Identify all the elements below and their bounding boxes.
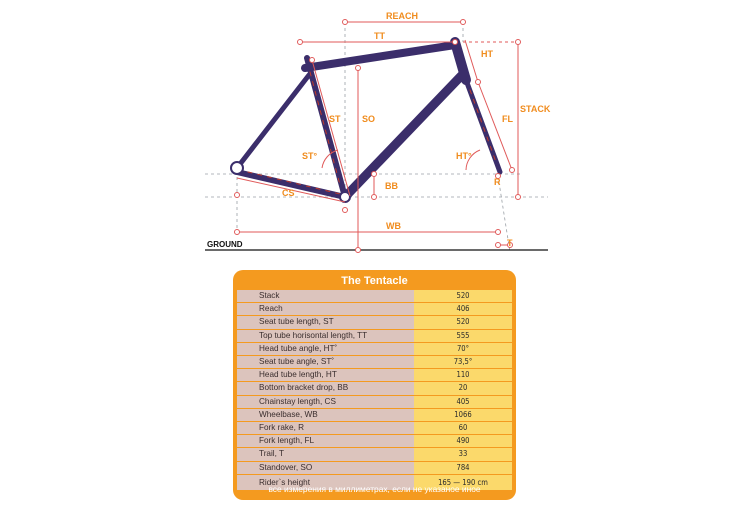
row-value: 555	[414, 329, 512, 342]
row-value: 520	[414, 290, 512, 303]
row-label: Trail, T	[237, 448, 414, 461]
table-row	[237, 356, 512, 369]
table-row	[237, 448, 512, 461]
label-st-angle: ST°	[302, 151, 318, 161]
row-label: Seat tube angle, ST˚	[237, 356, 414, 369]
label-tt: TT	[374, 31, 385, 41]
label-so: SO	[362, 114, 376, 124]
ground-label: GROUND	[207, 240, 243, 249]
row-label: Head tube angle, HT˚	[237, 342, 414, 355]
table-row	[237, 395, 512, 408]
row-label: Fork length, FL	[237, 435, 414, 448]
row-value: 73,5°	[414, 356, 512, 369]
label-t: T	[507, 238, 513, 248]
geometry-table	[237, 290, 512, 491]
table-row	[237, 329, 512, 342]
row-label: Standover, SO	[237, 461, 414, 474]
row-label: Head tube length, HT	[237, 369, 414, 382]
row-value: 405	[414, 395, 512, 408]
row-value: 33	[414, 448, 512, 461]
label-ht: HT	[481, 49, 493, 59]
label-bb: BB	[385, 181, 398, 191]
dimension-labels	[282, 11, 551, 248]
label-wb: WB	[386, 221, 401, 231]
table-row	[237, 435, 512, 448]
row-label: Bottom bracket drop, BB	[237, 382, 414, 395]
row-value: 490	[414, 435, 512, 448]
table-row	[237, 408, 512, 421]
table-row	[237, 422, 512, 435]
table-row	[237, 382, 512, 395]
table-row	[237, 461, 512, 474]
row-value: 60	[414, 422, 512, 435]
row-value: 20	[414, 382, 512, 395]
frame-geometry-diagram	[0, 0, 750, 260]
row-value: 784	[414, 461, 512, 474]
label-reach: REACH	[386, 11, 419, 21]
row-value: 110	[414, 369, 512, 382]
row-label: Fork rake, R	[237, 422, 414, 435]
geometry-card	[233, 270, 516, 500]
table-row	[237, 290, 512, 303]
table-row	[237, 369, 512, 382]
label-st: ST	[329, 114, 341, 124]
table-row	[237, 316, 512, 329]
label-stack: STACK	[520, 104, 551, 114]
geometry-title: The Tentacle	[341, 275, 408, 287]
row-value: 1066	[414, 408, 512, 421]
row-label: Reach	[237, 303, 414, 316]
row-value: 70°	[414, 342, 512, 355]
row-label: Seat tube length, ST	[237, 316, 414, 329]
label-cs: CS	[282, 188, 295, 198]
row-label: Chainstay length, CS	[237, 395, 414, 408]
row-value: 520	[414, 316, 512, 329]
label-r: R	[494, 177, 501, 187]
table-row	[237, 342, 512, 355]
row-label: Wheelbase, WB	[237, 408, 414, 421]
row-label: Rider`s height	[237, 474, 414, 490]
row-value: 406	[414, 303, 512, 316]
label-fl: FL	[502, 114, 513, 124]
label-ht-angle: HT°	[456, 151, 472, 161]
row-value: 165 — 190 cm	[414, 474, 512, 490]
row-label: Top tube horisontal length, TT	[237, 329, 414, 342]
measurement-note: все измерения в миллиметрах, если не указаное иное	[268, 484, 481, 494]
table-row	[237, 303, 512, 316]
row-label: Stack	[237, 290, 414, 303]
